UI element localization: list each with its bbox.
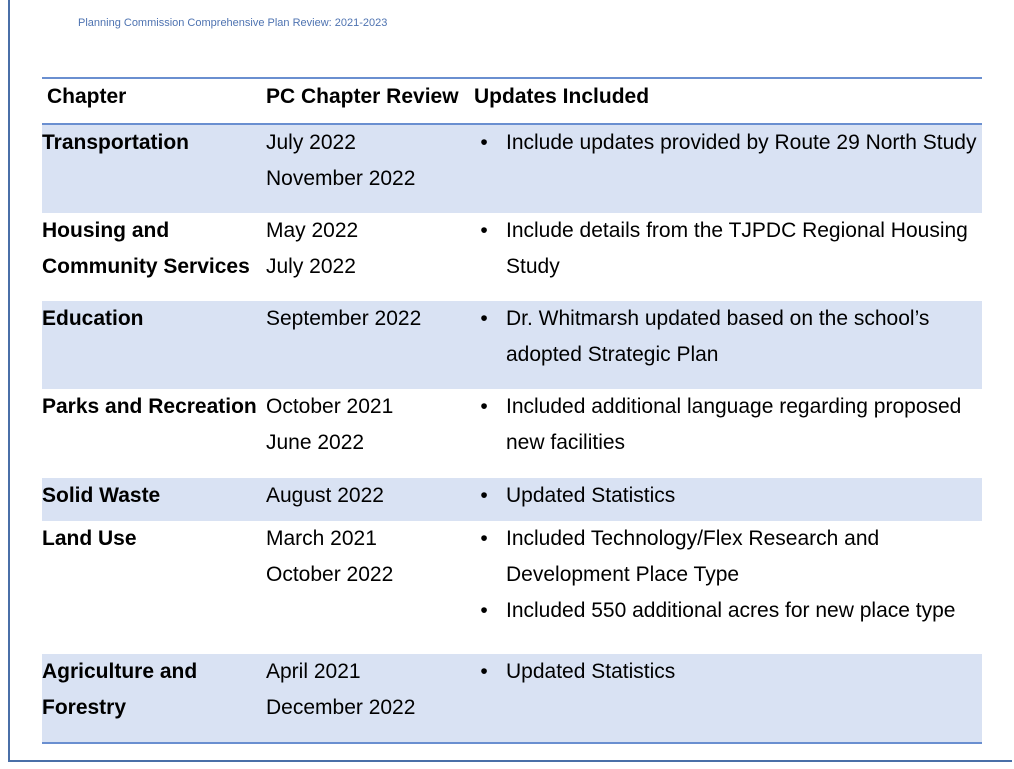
update-item — [474, 125, 982, 161]
review-dates-cell — [266, 389, 474, 478]
review-date: December 2022 — [266, 696, 416, 719]
table-row — [42, 654, 982, 743]
update-text: Include updates provided by Route 29 North Study — [506, 131, 977, 154]
update-item — [474, 389, 982, 461]
bullet-icon: • — [480, 484, 488, 507]
bullet-icon: • — [480, 660, 488, 683]
review-date: September 2022 — [266, 307, 422, 330]
table-row — [42, 301, 982, 389]
update-item — [474, 593, 982, 629]
update-item — [474, 213, 982, 285]
update-text: Updated Statistics — [506, 484, 676, 507]
review-date: October 2021 — [266, 395, 394, 418]
review-date: November 2022 — [266, 167, 416, 190]
review-date: April 2021 — [266, 660, 361, 683]
updates-cell — [474, 213, 982, 301]
bullet-icon: • — [480, 131, 488, 154]
bullet-icon: • — [480, 219, 488, 242]
review-date: August 2022 — [266, 484, 384, 507]
bullet-icon: • — [480, 527, 488, 550]
review-date: May 2022 — [266, 219, 359, 242]
chapter-cell: Transportation — [42, 124, 266, 213]
update-text: Included Technology/Flex Research and Development Place Type — [506, 527, 880, 586]
bullet-icon: • — [480, 307, 488, 330]
updates-cell — [474, 301, 982, 389]
review-date: July 2022 — [266, 255, 356, 278]
update-item — [474, 654, 982, 690]
chapter-cell: Solid Waste — [42, 478, 266, 521]
chapter-cell: Education — [42, 301, 266, 389]
column-header-pc-review: PC Chapter Review — [266, 78, 474, 124]
table-row — [42, 213, 982, 301]
table-row — [42, 389, 982, 478]
review-dates-cell — [266, 213, 474, 301]
chapter-cell: Agriculture and Forestry — [42, 654, 266, 743]
update-text: Included 550 additional acres for new place type — [506, 599, 956, 622]
review-date: July 2022 — [266, 131, 356, 154]
update-item — [474, 521, 982, 593]
update-text: Updated Statistics — [506, 660, 676, 683]
plan-review-table — [42, 77, 982, 744]
review-date: March 2021 — [266, 527, 377, 550]
review-dates-cell — [266, 478, 474, 521]
review-dates-cell — [266, 654, 474, 743]
table-row — [42, 478, 982, 521]
table-header-row — [42, 78, 982, 124]
update-text: Included additional language regarding proposed new facilities — [506, 395, 962, 454]
column-header-chapter: Chapter — [42, 78, 266, 124]
table-row — [42, 124, 982, 213]
chapter-cell: Parks and Recreation — [42, 395, 257, 418]
update-text: Include details from the TJPDC Regional Housing Study — [506, 219, 968, 278]
update-text: Dr. Whitmarsh updated based on the school’s adopted Strategic Plan — [506, 307, 930, 366]
page-header-title: Planning Commission Comprehensive Plan Review: 2021-2023 — [78, 17, 388, 29]
bullet-icon: • — [480, 395, 488, 418]
update-item — [474, 301, 982, 373]
updates-cell — [474, 389, 982, 478]
review-dates-cell — [266, 124, 474, 213]
review-dates-cell — [266, 301, 474, 389]
updates-cell — [474, 478, 982, 521]
bullet-icon: • — [480, 599, 488, 622]
review-date: October 2022 — [266, 563, 394, 586]
table-row — [42, 521, 982, 654]
chapter-cell — [42, 213, 266, 301]
review-dates-cell — [266, 521, 474, 654]
update-item — [474, 478, 982, 514]
updates-cell — [474, 654, 982, 743]
review-date: June 2022 — [266, 431, 365, 454]
chapter-cell: Land Use — [42, 527, 137, 550]
column-header-updates: Updates Included — [474, 78, 982, 124]
updates-cell — [474, 124, 982, 213]
updates-cell — [474, 521, 982, 654]
chapter-label: Housing and Community Services — [42, 219, 250, 278]
